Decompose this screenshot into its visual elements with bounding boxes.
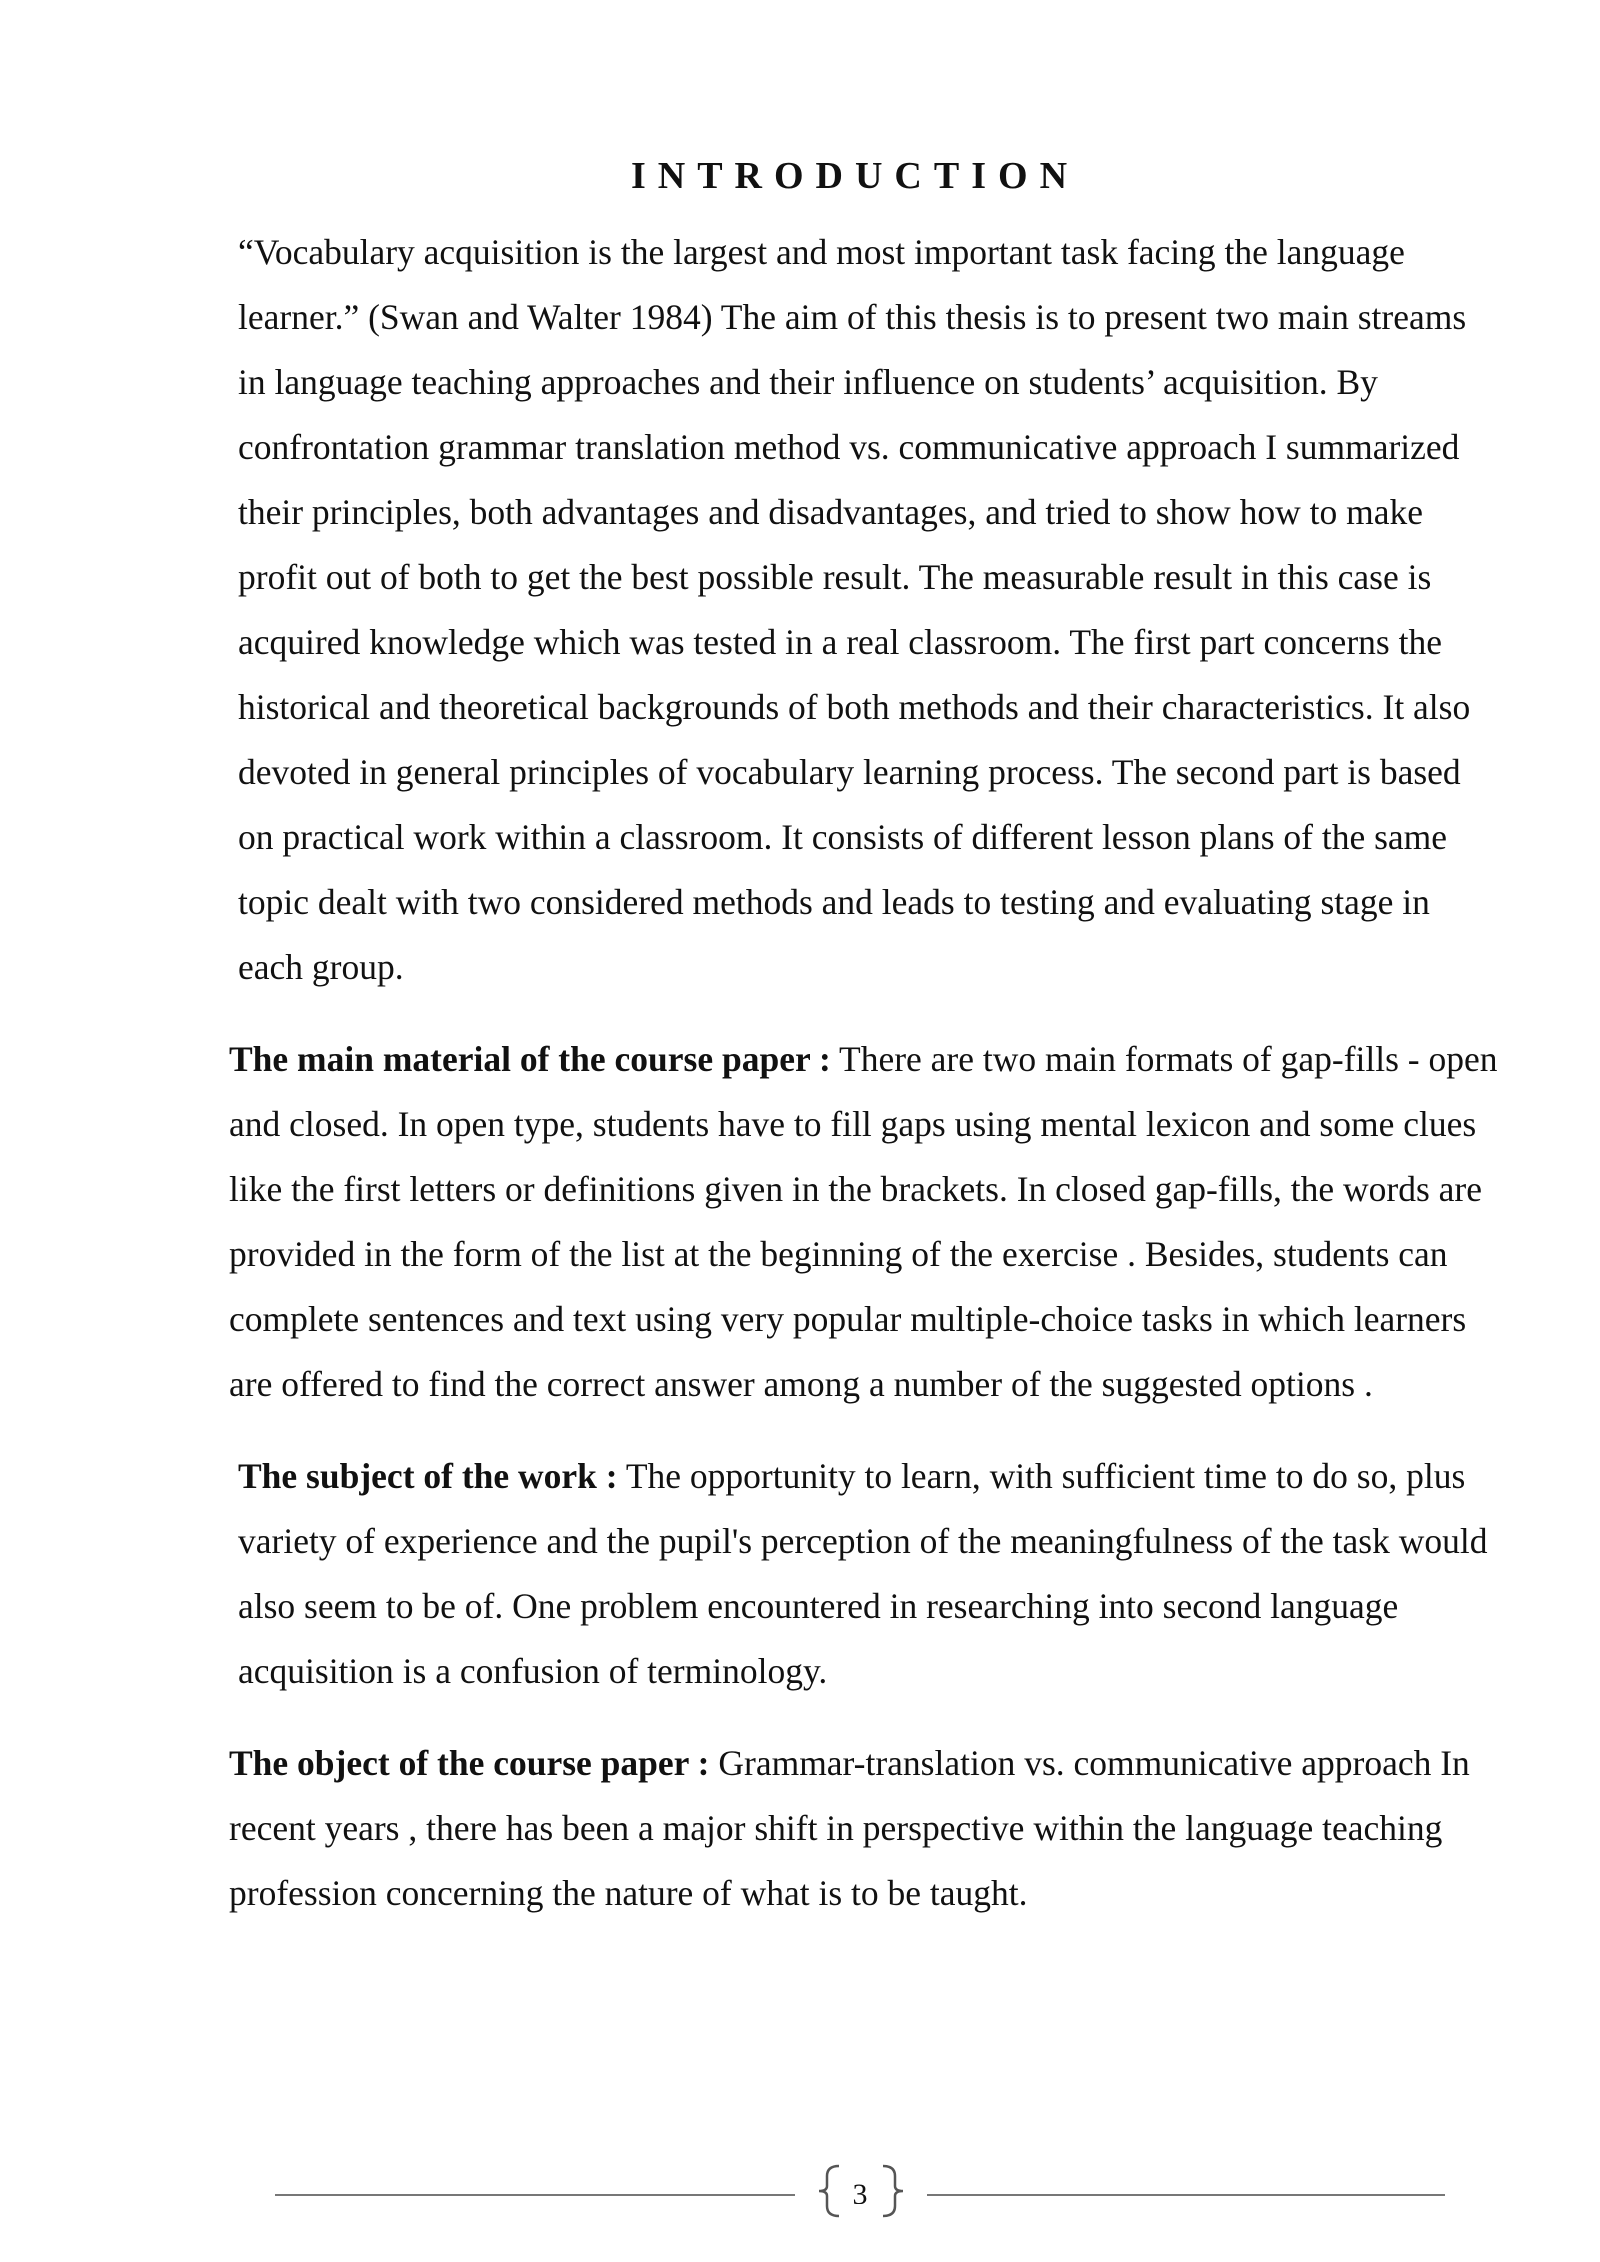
object-heading: The object of the course paper :: [229, 1743, 710, 1783]
page-footer: [275, 2160, 1445, 2230]
intro-paragraph-text: “Vocabulary acquisition is the largest and most important task facing the language learner.” (Swan and Walter 1984) The aim of this thesis is to present two main streams in language teaching approaches and their influence on students’ acquisition. By confrontation grammar translation method vs. communicative approach I summarized their principles, both advantages and disadvantages, and tried to show how to make profit out of both to get the best possible result. The measurable result in this case is acquired knowledge which was tested in a real classroom. The first part concerns the historical and theoretical backgrounds of both methods and their characteristics. It also devoted in general principles of vocabulary learning process. The second part is based on practical work within a classroom. It consists of different lesson plans of the same topic dealt with two considered methods and leads to testing and evaluating stage in each group.: [238, 232, 1471, 987]
footer-rule-left: [275, 2194, 795, 2196]
main-material-heading: The main material of the course paper :: [229, 1039, 831, 1079]
subject-paragraph: [229, 1444, 1499, 1704]
footer-rule-right: [927, 2194, 1445, 2196]
subject-text: The opportunity to learn, with sufficient time to do so, plus variety of experience and the pupil's perception of the meaningfulness of the task would also seem to be of. One problem encountered in researching into second language acquisition is a confusion of terminology.: [238, 1456, 1488, 1691]
section-title: INTRODUCTION: [630, 155, 1080, 197]
object-paragraph: [229, 1731, 1499, 1926]
intro-paragraph: [229, 220, 1499, 1000]
page-number: 3: [852, 2178, 868, 2204]
right-brace-icon: [867, 2162, 925, 2220]
main-material-text: There are two main formats of gap-fills - open and closed. In open type, students have to fill gaps using mental lexicon and some clues like the first letters or definitions given in the brackets. In closed gap-fills, the words are provided in the form of the list at the beginning of the exercise . Besides, students can complete sentences and text using very popular multiple-choice tasks in which learners are offered to find the correct answer among a number of the suggested options .: [229, 1039, 1498, 1404]
body-text: [229, 220, 1499, 1926]
subject-heading: The subject of the work :: [238, 1456, 618, 1496]
main-material-paragraph: [229, 1027, 1499, 1417]
object-text: Grammar-translation vs. communicative approach In recent years , there has been a major shift in perspective within the language teaching profession concerning the nature of what is to be taught.: [229, 1743, 1470, 1913]
